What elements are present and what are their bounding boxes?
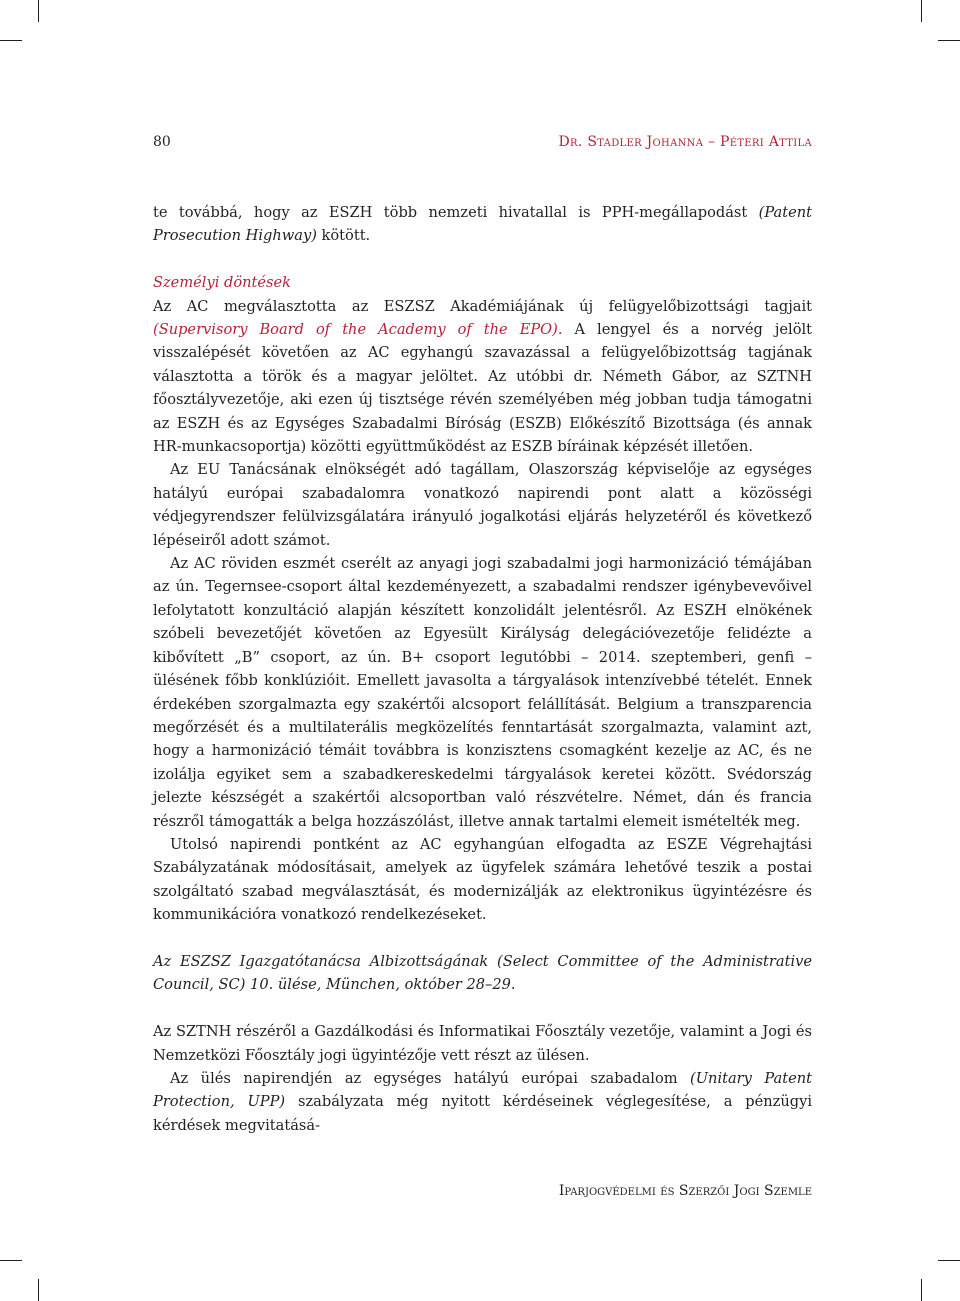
italic-term: (Patent Prosecution Highway) (153, 204, 812, 245)
italic-term: (Unitary Patent Protection, UPP) (153, 1069, 812, 1111)
body-text (153, 201, 812, 1137)
paragraph-personnel (153, 295, 812, 459)
paragraph-text: kötött. (316, 227, 371, 245)
crop-mark-bottom-left-h (0, 1260, 22, 1261)
crop-mark-top-right-v (921, 0, 922, 22)
paragraph-text: Az AC megválasztotta az ESZSZ Akadémiájának új felügyelőbizottsági tagjait (153, 297, 812, 315)
crop-mark-top-left-v (38, 0, 39, 22)
running-head-authors: Dr. Stadler Johanna – Péteri Attila (558, 134, 812, 150)
footer-journal-title: Iparjogvédelmi és Szerzői Jogi Szemle (558, 1183, 812, 1199)
paragraph-harmonization: Az AC röviden eszmét cserélt az anyagi jogi szabadalmi jogi harmonizáció témájában az ún. Tegernsee-csoport által kezdeményezett, a szabadalmi rendszer igénybevevőivel lefolytatott konzultáció alapján készített konzolidált jelentésről. Az ESZH elnökének szóbeli bevezetőjét követően az Egyesült Királyság delegációvezetője felidézte a kibővített „B” csoport, az ún. B+ csoport legutóbbi – 2014. szeptemberi, genfi – ülésének főbb konklúzióit. Emellett javasolta a tárgyalások intenzívebbé tételét. Ennek érdekében szorgalmazta egy szakértői alcsoport felállítását. Belgium a transzparencia megőrzését és a multilaterális megközelítés fenntartását szorgalmazta, valamint azt, hogy a harmonizáció témáit továbbra is konzisztens csomagként kezelje az AC, és ne izolálja egyiket sem a szabadkereskedelmi tárgyalások keretei között. Svédország jelezte készségét a szakértői alcsoportban való részvételre. Német, dán és francia részről támogatták a belga hozzászólást, illetve annak tartalmi elemeit ismételték meg. (153, 555, 812, 830)
paragraph-text: szabályzata még nyitott kérdéseinek véglegesítése, a pénzügyi kérdések megvitatásá- (153, 1093, 812, 1134)
paragraph-sztnh-participants: Az SZTNH részéről a Gazdálkodási és Informatikai Főosztály vezetője, valamint a Jogi és Nemzetközi Főosztály jogi ügyintézője vett részt az ülésen. (153, 1023, 812, 1064)
paragraph-implementing-rules: Utolsó napirendi pontként az AC egyhangúan elfogadta az ESZE Végrehajtási Szabályzatának módosításait, amelyek az ügyfelek számára lehetővé teszik a postai szolgáltató szabad megválasztását, és modernizálják az elektronikus ügyintézésre és kommunikációra vonatkozó rendelkezéseket. (153, 835, 812, 924)
crop-mark-top-left-h (0, 40, 22, 41)
crop-mark-top-right-h (938, 40, 960, 41)
crop-mark-bottom-right-h (938, 1260, 960, 1261)
paragraph-pph (153, 201, 812, 248)
paragraph-text: te továbbá, hogy az ESZH több nemzeti hivatallal is PPH-megállapodást (153, 204, 759, 221)
paragraph-agenda (153, 1067, 812, 1137)
section-heading-select-committee: Az ESZSZ Igazgatótanácsa Albizottságának (Select Committee of the Administrative Council, SC) 10. ülése, München, október 28–29. (153, 952, 812, 994)
paragraph-text: A lengyel és a norvég jelölt visszalépését követően az AC egyhangú szavazással a felügyelőbizottság tagjának választotta a török és a magyar jelöltet. Az utóbbi dr. Németh Gábor, az SZTNH főosztályvezetője, aki ezen új tisztsége révén személyében még jobban tudja támogatni az ESZH és az Egységes Szabadalmi Bíróság (ESZB) Előkészítő Bizottsága (és annak HR-munkacsoportja) közötti együttműködést az ESZB bíráinak képzését illetően. (153, 321, 813, 456)
paragraph-text: Az ülés napirendjén az egységes hatályú európai szabadalom (170, 1069, 691, 1087)
crop-mark-bottom-left-v (38, 1279, 39, 1301)
section-title-personnel: Személyi döntések (153, 274, 292, 292)
page-number: 80 (153, 134, 171, 150)
paragraph-eu-presidency: Az EU Tanácsának elnökségét adó tagállam, Olaszország képviselője az egységes hatályú európai szabadalomra vonatkozó napirendi pont alatt a közösségi védjegyrendszer felülvizsgálatára irányuló jogalkotási eljárás helyzetéről és következő lépéseiről adott számot. (153, 461, 812, 549)
crop-mark-bottom-right-v (921, 1279, 922, 1301)
italic-term: (Supervisory Board of the Academy of the EPO). (153, 321, 563, 339)
